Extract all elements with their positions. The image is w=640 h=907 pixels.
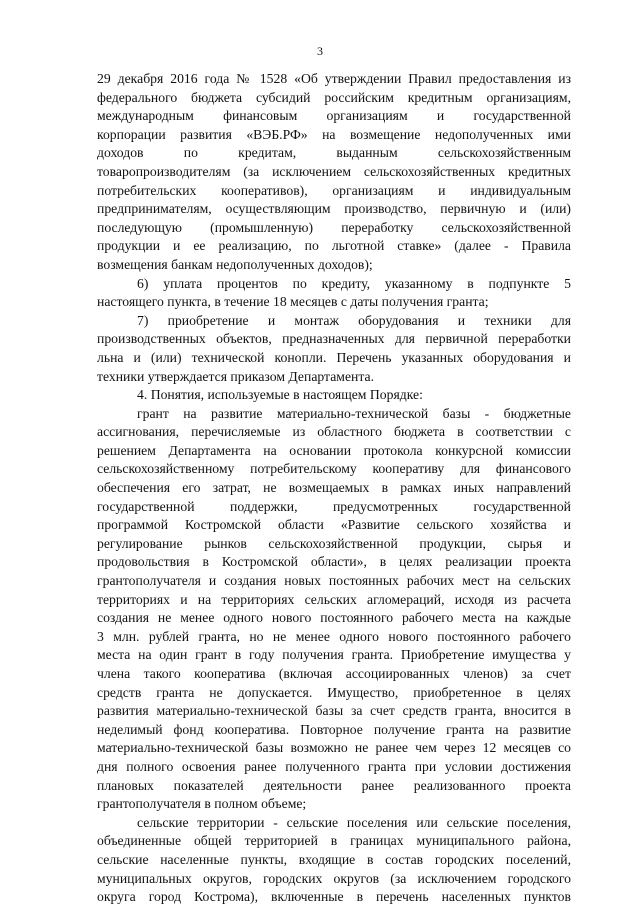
- text-line: округа город Кострома), включенные в перечень населенных пунктов: [97, 889, 571, 905]
- text-line: 6) уплата процентов по кредиту, указанному в подпункте 5: [137, 275, 571, 291]
- text-line: производственных объектов, предназначенных для первичной переработки: [97, 331, 571, 347]
- text-line: сельскохозяйственному потребительскому кооперативу для финансового: [97, 461, 571, 477]
- text-line: места на один грант в году получения гранта. Приобретение имущества у: [97, 647, 571, 663]
- text-line: создания не менее одного нового постоянного рабочего места на каждые: [97, 610, 571, 626]
- text-line: муниципальных округов, городских округов (за исключением городского: [97, 870, 571, 886]
- text-line: программой Костромской области «Развитие сельского хозяйства и: [97, 517, 571, 533]
- text-line: территориях и на территориях сельских агломераций, исходя из расчета: [97, 591, 571, 607]
- text-line: потребительских кооперативов), организациям и индивидуальным: [97, 182, 571, 198]
- text-line: материально-технической базы возможно не ранее чем через 12 месяцев со: [97, 740, 571, 756]
- text-line: регулирование рынков сельскохозяйственной продукции, сырья и: [97, 535, 571, 551]
- text-line: федерального бюджета субсидий российским кредитным организациям,: [97, 89, 571, 105]
- text-line: корпорации развития «ВЭБ.РФ» на возмещение недополученных ими: [97, 126, 571, 142]
- text-line: грантополучателя в полном объеме;: [97, 796, 307, 812]
- text-line: обеспечения его затрат, не возмещаемых в рамках иных направлений: [97, 480, 571, 496]
- text-line: 7) приобретение и монтаж оборудования и техники для: [137, 312, 571, 328]
- text-line: доходов по кредитам, выданным сельскохозяйственным: [97, 145, 571, 161]
- text-line: последующую (промышленную) переработку сельскохозяйственной: [97, 219, 571, 235]
- text-line: продукции и ее реализацию, по льготной ставке» (далее - Правила: [97, 238, 571, 254]
- text-line: предпринимателям, осуществляющим производство, первичную и (или): [97, 201, 571, 217]
- text-line: техники утверждается приказом Департамента.: [97, 368, 374, 384]
- text-line: товаропроизводителям (за исключением сельскохозяйственных кредитных: [97, 163, 571, 179]
- text-line: ассигнования, перечисляемые из областного бюджета в соответствии с: [97, 424, 571, 440]
- text-line: международным финансовым организациям и государственной: [97, 108, 571, 124]
- text-line: 4. Понятия, используемые в настоящем Порядке:: [137, 387, 423, 403]
- text-line: развития материально-технической базы за счет средств гранта, вносится в: [97, 703, 571, 719]
- text-line: настоящего пункта, в течение 18 месяцев с даты получения гранта;: [97, 294, 489, 310]
- text-line: члена такого кооператива (включая ассоциированных членов) за счет: [97, 666, 571, 681]
- text-line: объединенные общей территорией в границах муниципального района,: [97, 833, 571, 849]
- text-line: льна и (или) технической конопли. Перечень указанных оборудования и: [97, 349, 571, 365]
- text-line: дня полного освоения ранее полученного гранта при условии достижения: [97, 758, 571, 774]
- text-line: продовольствия в Костромской области», в целях реализации проекта: [97, 554, 571, 570]
- text-line: плановых показателей деятельности ранее реализованного проекта: [97, 777, 571, 793]
- page-number: 3: [317, 44, 323, 58]
- text-line: неделимый фонд кооператива. Повторное получение гранта на развитие: [97, 721, 571, 737]
- text-line: сельские территории - сельские поселения или сельские поселения,: [137, 814, 571, 830]
- text-line: сельские населенные пункты, входящие в состав городских поселений,: [97, 851, 571, 867]
- text-line: возмещения банкам недополученных доходов);: [97, 256, 373, 272]
- text-line: 3 млн. рублей гранта, но не менее одного нового постоянного рабочего: [97, 628, 571, 644]
- text-line: грантополучателя и создания новых постоянных рабочих мест на сельских: [97, 573, 571, 589]
- text-line: грант на развитие материально-технической базы - бюджетные: [137, 405, 571, 421]
- text-line: государственной поддержки, предусмотренных государственной: [97, 498, 571, 514]
- text-line: решением Департамента на основании протокола конкурсной комиссии: [97, 442, 571, 458]
- body-text: [97, 70, 571, 907]
- text-line: средств гранта не допускается. Имущество, приобретенное в целях: [97, 684, 571, 700]
- text-line: 29 декабря 2016 года № 1528 «Об утверждении Правил предоставления из: [97, 71, 571, 86]
